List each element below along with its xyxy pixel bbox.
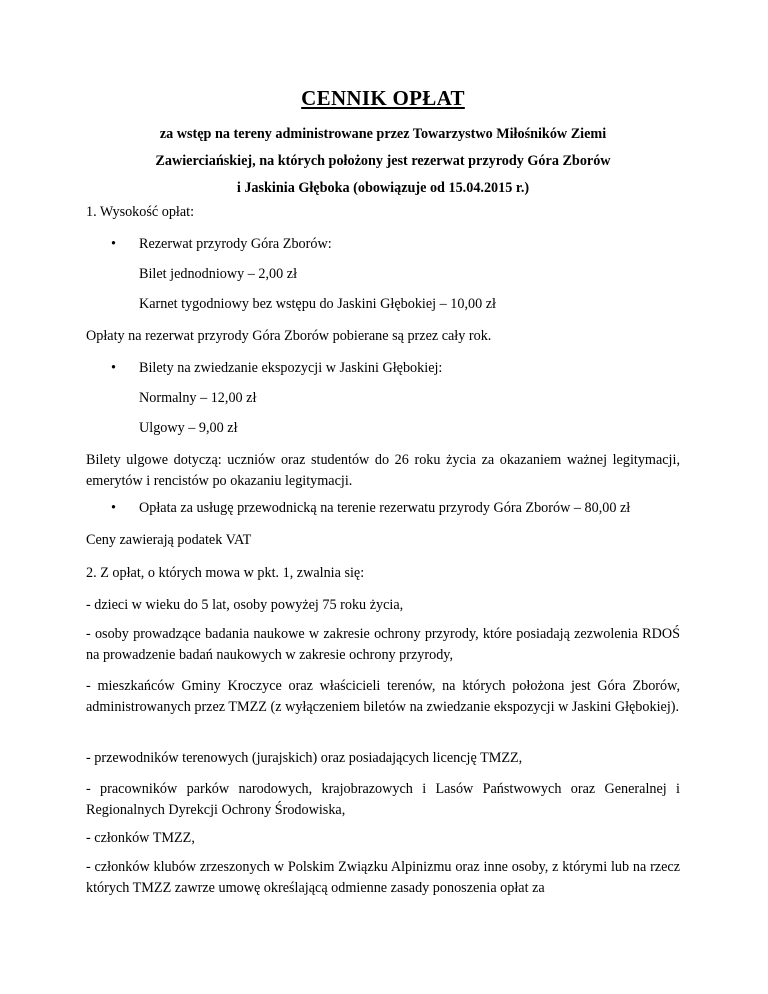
bullet-icon: • xyxy=(111,360,116,376)
subtitle-line-3: i Jaskinia Głęboka (obowiązuje od 15.04.2015 r.) xyxy=(236,180,530,196)
exemption-item: - członków klubów zrzeszonych w Polskim Związku Alpinizmu oraz inne osoby, z którymi lub na rzecz których TMZZ zawrze umowę określającą odmienne zasady ponoszenia opłat za xyxy=(86,859,680,896)
price-item: Ulgowy – 9,00 zł xyxy=(139,420,238,436)
subtitle-line-2: Zawierciańskiej, na których położony jest rezerwat przyrody Góra Zborów xyxy=(155,153,611,169)
price-item: Normalny – 12,00 zł xyxy=(139,390,257,406)
bullet-label: Rezerwat przyrody Góra Zborów: xyxy=(139,236,332,252)
bullet-icon: • xyxy=(111,236,116,252)
exemption-item: - przewodników terenowych (jurajskich) oraz posiadających licencję TMZZ, xyxy=(86,750,523,766)
section-1-heading: 1. Wysokość opłat: xyxy=(86,204,195,220)
note-paragraph: Opłaty na rezerwat przyrody Góra Zborów pobierane są przez cały rok. xyxy=(86,328,492,344)
bullet-item-3 xyxy=(111,500,630,517)
discount-note: Bilety ulgowe dotyczą: uczniów oraz studentów do 26 roku życia za okazaniem ważnej legitymacji, emerytów i rencistów po okazaniu legitymacji. xyxy=(86,452,680,489)
exemption-item: - mieszkańców Gminy Kroczyce oraz właścicieli terenów, na których położona jest Góra Zborów, administrowanych przez TMZZ (z wyłączeniem biletów na zwiedzanie ekspozycji w Jaskini Głębokiej). xyxy=(86,678,680,715)
exemption-item: - członków TMZZ, xyxy=(86,830,195,846)
bullet-label: Opłata za usługę przewodnicką na terenie rezerwatu przyrody Góra Zborów – 80,00 zł xyxy=(139,500,631,516)
exemption-item: - osoby prowadzące badania naukowe w zakresie ochrony przyrody, które posiadają zezwolenia RDOŚ na prowadzenie badań naukowych w zakresie ochrony przyrody, xyxy=(86,626,680,663)
price-item: Bilet jednodniowy – 2,00 zł xyxy=(139,266,298,282)
price-item: Karnet tygodniowy bez wstępu do Jaskini Głębokiej – 10,00 zł xyxy=(139,296,496,312)
subtitle-line-1: za wstęp na tereny administrowane przez Towarzystwo Miłośników Ziemi xyxy=(159,126,607,142)
bullet-icon: • xyxy=(111,500,116,516)
page-title: CENNIK OPŁAT xyxy=(301,86,465,110)
vat-note: Ceny zawierają podatek VAT xyxy=(86,532,252,548)
exemption-item: - pracowników parków narodowych, krajobrazowych i Lasów Państwowych oraz Generalnej i Regionalnych Dyrekcji Ochrony Środowiska, xyxy=(86,781,680,818)
bullet-label: Bilety na zwiedzanie ekspozycji w Jaskini Głębokiej: xyxy=(139,360,443,376)
bullet-item-2 xyxy=(111,360,442,377)
exemption-item: - dzieci w wieku do 5 lat, osoby powyżej 75 roku życia, xyxy=(86,597,404,613)
section-2-heading: 2. Z opłat, o których mowa w pkt. 1, zwalnia się: xyxy=(86,565,365,581)
bullet-item-1 xyxy=(111,236,332,253)
